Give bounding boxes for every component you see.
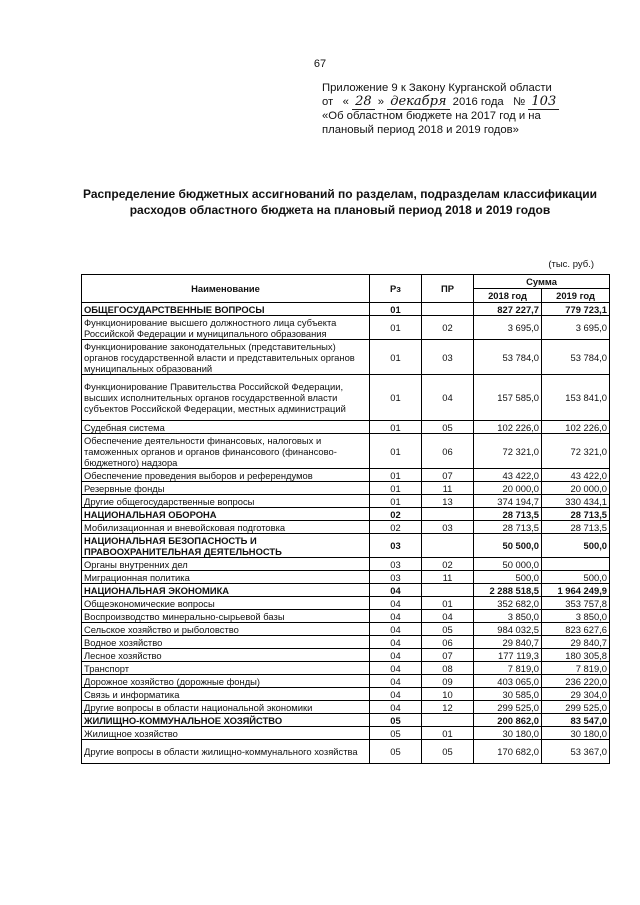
row-value-2018: 984 032,5 bbox=[474, 623, 542, 636]
section-row bbox=[82, 584, 610, 597]
row-rz: 04 bbox=[370, 662, 422, 675]
row-name: Воспроизводство минерально-сырьевой базы bbox=[82, 610, 370, 623]
table-row bbox=[82, 495, 610, 508]
row-rz: 04 bbox=[370, 649, 422, 662]
row-value-2018: 2 288 518,5 bbox=[474, 584, 542, 597]
row-value-2019: 29 840,7 bbox=[542, 636, 610, 649]
header-2019: 2019 год bbox=[542, 289, 610, 303]
row-name: Связь и информатика bbox=[82, 688, 370, 701]
page-number: 67 bbox=[313, 58, 327, 70]
row-value-2018: 72 321,0 bbox=[474, 434, 542, 469]
appendix-line4: плановый период 2018 и 2019 годов» bbox=[322, 124, 519, 136]
row-pr: 08 bbox=[422, 662, 474, 675]
row-value-2019: 1 964 249,9 bbox=[542, 584, 610, 597]
table-row bbox=[82, 469, 610, 482]
row-pr: 01 bbox=[422, 727, 474, 740]
row-value-2018: 177 119,3 bbox=[474, 649, 542, 662]
row-value-2019 bbox=[542, 558, 610, 571]
row-value-2019: 180 305,8 bbox=[542, 649, 610, 662]
row-value-2019: 299 525,0 bbox=[542, 701, 610, 714]
row-value-2019: 102 226,0 bbox=[542, 421, 610, 434]
row-name: Органы внутренних дел bbox=[82, 558, 370, 571]
appendix-header bbox=[322, 81, 622, 137]
table-row bbox=[82, 521, 610, 534]
row-pr: 01 bbox=[422, 597, 474, 610]
row-value-2019: 53 784,0 bbox=[542, 340, 610, 375]
row-pr: 11 bbox=[422, 571, 474, 584]
row-value-2019: 72 321,0 bbox=[542, 434, 610, 469]
row-pr bbox=[422, 508, 474, 521]
table-row bbox=[82, 340, 610, 375]
row-pr bbox=[422, 714, 474, 727]
section-row bbox=[82, 534, 610, 558]
row-name: Дорожное хозяйство (дорожные фонды) bbox=[82, 675, 370, 688]
row-pr: 03 bbox=[422, 521, 474, 534]
row-value-2019: 3 695,0 bbox=[542, 316, 610, 340]
row-value-2019: 3 850,0 bbox=[542, 610, 610, 623]
table-row bbox=[82, 375, 610, 421]
row-rz: 04 bbox=[370, 636, 422, 649]
row-name: НАЦИОНАЛЬНАЯ ОБОРОНА bbox=[82, 508, 370, 521]
header-pr: ПР bbox=[422, 275, 474, 303]
row-name: Сельское хозяйство и рыболовство bbox=[82, 623, 370, 636]
row-value-2019: 500,0 bbox=[542, 571, 610, 584]
row-value-2018: 102 226,0 bbox=[474, 421, 542, 434]
row-pr bbox=[422, 534, 474, 558]
row-name: Водное хозяйство bbox=[82, 636, 370, 649]
table-row bbox=[82, 482, 610, 495]
table-row bbox=[82, 701, 610, 714]
row-value-2019: 7 819,0 bbox=[542, 662, 610, 675]
row-value-2018: 200 862,0 bbox=[474, 714, 542, 727]
row-value-2019: 29 304,0 bbox=[542, 688, 610, 701]
appendix-line1: Приложение 9 к Закону Курганской области bbox=[322, 82, 552, 94]
from-label: от bbox=[322, 96, 334, 108]
table-body bbox=[82, 303, 610, 764]
row-rz: 03 bbox=[370, 534, 422, 558]
table-row bbox=[82, 571, 610, 584]
table-row bbox=[82, 740, 610, 764]
row-rz: 04 bbox=[370, 701, 422, 714]
row-value-2019: 353 757,8 bbox=[542, 597, 610, 610]
quote-open: « bbox=[342, 96, 349, 108]
row-name: Общеэкономические вопросы bbox=[82, 597, 370, 610]
row-rz: 05 bbox=[370, 714, 422, 727]
year-text: 2016 года bbox=[452, 96, 504, 108]
row-name: ОБЩЕГОСУДАРСТВЕННЫЕ ВОПРОСЫ bbox=[82, 303, 370, 316]
row-pr: 05 bbox=[422, 623, 474, 636]
row-value-2018: 29 840,7 bbox=[474, 636, 542, 649]
row-value-2018: 157 585,0 bbox=[474, 375, 542, 421]
row-name: ЖИЛИЩНО-КОММУНАЛЬНОЕ ХОЗЯЙСТВО bbox=[82, 714, 370, 727]
row-name: Обеспечение проведения выборов и референдумов bbox=[82, 469, 370, 482]
table-row bbox=[82, 636, 610, 649]
row-rz: 01 bbox=[370, 375, 422, 421]
row-name: Другие вопросы в области жилищно-коммунального хозяйства bbox=[82, 740, 370, 764]
row-name: Функционирование законодательных (представительных) органов государственной власти и представительных органов муниципальных образований bbox=[82, 340, 370, 375]
row-rz: 01 bbox=[370, 495, 422, 508]
row-rz: 01 bbox=[370, 316, 422, 340]
row-pr bbox=[422, 303, 474, 316]
row-pr: 05 bbox=[422, 740, 474, 764]
header-name: Наименование bbox=[82, 275, 370, 303]
row-pr: 11 bbox=[422, 482, 474, 495]
table-row bbox=[82, 649, 610, 662]
row-value-2019: 28 713,5 bbox=[542, 508, 610, 521]
handwritten-month: декабря bbox=[387, 94, 449, 110]
row-value-2018: 28 713,5 bbox=[474, 521, 542, 534]
row-value-2018: 20 000,0 bbox=[474, 482, 542, 495]
appendix-date-line bbox=[322, 95, 622, 109]
row-value-2019: 43 422,0 bbox=[542, 469, 610, 482]
row-name: Другие вопросы в области национальной экономики bbox=[82, 701, 370, 714]
row-value-2018: 30 180,0 bbox=[474, 727, 542, 740]
row-name: НАЦИОНАЛЬНАЯ ЭКОНОМИКА bbox=[82, 584, 370, 597]
table-row bbox=[82, 316, 610, 340]
row-value-2018: 374 194,7 bbox=[474, 495, 542, 508]
row-value-2018: 28 713,5 bbox=[474, 508, 542, 521]
row-value-2019: 153 841,0 bbox=[542, 375, 610, 421]
table-row bbox=[82, 727, 610, 740]
row-value-2019: 236 220,0 bbox=[542, 675, 610, 688]
header-rz: Рз bbox=[370, 275, 422, 303]
row-pr: 07 bbox=[422, 469, 474, 482]
table-row bbox=[82, 662, 610, 675]
row-rz: 04 bbox=[370, 623, 422, 636]
number-label: № bbox=[513, 96, 526, 108]
row-value-2018: 352 682,0 bbox=[474, 597, 542, 610]
row-name: НАЦИОНАЛЬНАЯ БЕЗОПАСНОСТЬ И ПРАВООХРАНИТЕЛЬНАЯ ДЕЯТЕЛЬНОСТЬ bbox=[82, 534, 370, 558]
row-value-2018: 3 850,0 bbox=[474, 610, 542, 623]
row-pr: 09 bbox=[422, 675, 474, 688]
row-rz: 02 bbox=[370, 521, 422, 534]
row-pr: 02 bbox=[422, 316, 474, 340]
row-rz: 03 bbox=[370, 571, 422, 584]
quote-close: » bbox=[377, 96, 385, 108]
table-row bbox=[82, 610, 610, 623]
row-name: Лесное хозяйство bbox=[82, 649, 370, 662]
row-value-2019: 53 367,0 bbox=[542, 740, 610, 764]
row-value-2018: 7 819,0 bbox=[474, 662, 542, 675]
row-name: Функционирование высшего должностного лица субъекта Российской Федерации и муниципального образования bbox=[82, 316, 370, 340]
row-value-2018: 170 682,0 bbox=[474, 740, 542, 764]
row-value-2019: 330 434,1 bbox=[542, 495, 610, 508]
row-rz: 05 bbox=[370, 727, 422, 740]
row-name: Другие общегосударственные вопросы bbox=[82, 495, 370, 508]
row-value-2019: 823 627,6 bbox=[542, 623, 610, 636]
row-rz: 01 bbox=[370, 469, 422, 482]
row-name: Функционирование Правительства Российской Федерации, высших исполнительных органов государственной власти субъектов Российской Федерации, местных администраций bbox=[82, 375, 370, 421]
handwritten-number: 103 bbox=[528, 94, 559, 110]
table-row bbox=[82, 675, 610, 688]
row-rz: 01 bbox=[370, 340, 422, 375]
row-name: Резервные фонды bbox=[82, 482, 370, 495]
row-rz: 04 bbox=[370, 675, 422, 688]
table-row bbox=[82, 688, 610, 701]
row-name: Жилищное хозяйство bbox=[82, 727, 370, 740]
section-row bbox=[82, 508, 610, 521]
row-pr: 05 bbox=[422, 421, 474, 434]
row-value-2018: 403 065,0 bbox=[474, 675, 542, 688]
row-pr: 06 bbox=[422, 636, 474, 649]
row-pr: 07 bbox=[422, 649, 474, 662]
row-pr bbox=[422, 584, 474, 597]
row-value-2018: 827 227,7 bbox=[474, 303, 542, 316]
row-value-2018: 43 422,0 bbox=[474, 469, 542, 482]
row-value-2018: 500,0 bbox=[474, 571, 542, 584]
row-rz: 04 bbox=[370, 610, 422, 623]
row-value-2018: 53 784,0 bbox=[474, 340, 542, 375]
row-value-2019: 83 547,0 bbox=[542, 714, 610, 727]
row-rz: 04 bbox=[370, 688, 422, 701]
row-rz: 01 bbox=[370, 421, 422, 434]
row-value-2019: 30 180,0 bbox=[542, 727, 610, 740]
row-name: Судебная система bbox=[82, 421, 370, 434]
row-name: Обеспечение деятельности финансовых, налоговых и таможенных органов и органов финансового (финансово-бюджетного) надзора bbox=[82, 434, 370, 469]
header-sum: Сумма bbox=[474, 275, 610, 289]
row-name: Транспорт bbox=[82, 662, 370, 675]
table-row bbox=[82, 623, 610, 636]
section-row bbox=[82, 303, 610, 316]
row-rz: 03 bbox=[370, 558, 422, 571]
row-rz: 01 bbox=[370, 303, 422, 316]
row-pr: 13 bbox=[422, 495, 474, 508]
header-2018: 2018 год bbox=[474, 289, 542, 303]
row-rz: 01 bbox=[370, 434, 422, 469]
table-row bbox=[82, 421, 610, 434]
row-rz: 05 bbox=[370, 740, 422, 764]
table-row bbox=[82, 597, 610, 610]
row-pr: 06 bbox=[422, 434, 474, 469]
row-value-2019: 500,0 bbox=[542, 534, 610, 558]
table-header bbox=[82, 275, 610, 303]
handwritten-day: 28 bbox=[352, 94, 375, 110]
table-row bbox=[82, 558, 610, 571]
row-rz: 01 bbox=[370, 482, 422, 495]
budget-table bbox=[81, 274, 610, 764]
row-rz: 04 bbox=[370, 597, 422, 610]
table-row bbox=[82, 434, 610, 469]
row-pr: 02 bbox=[422, 558, 474, 571]
row-value-2018: 50 500,0 bbox=[474, 534, 542, 558]
row-rz: 04 bbox=[370, 584, 422, 597]
row-pr: 04 bbox=[422, 375, 474, 421]
section-row bbox=[82, 714, 610, 727]
row-value-2018: 3 695,0 bbox=[474, 316, 542, 340]
row-value-2018: 30 585,0 bbox=[474, 688, 542, 701]
row-name: Миграционная политика bbox=[82, 571, 370, 584]
row-pr: 04 bbox=[422, 610, 474, 623]
row-pr: 03 bbox=[422, 340, 474, 375]
row-value-2018: 50 000,0 bbox=[474, 558, 542, 571]
row-pr: 10 bbox=[422, 688, 474, 701]
row-rz: 02 bbox=[370, 508, 422, 521]
row-value-2019: 28 713,5 bbox=[542, 521, 610, 534]
row-value-2019: 20 000,0 bbox=[542, 482, 610, 495]
units-label: (тыс. руб.) bbox=[548, 259, 594, 270]
row-pr: 12 bbox=[422, 701, 474, 714]
row-name: Мобилизационная и вневойсковая подготовка bbox=[82, 521, 370, 534]
row-value-2019: 779 723,1 bbox=[542, 303, 610, 316]
document-title: Распределение бюджетных ассигнований по разделам, подразделам классификации расходов областного бюджета на плановый период 2018 и 2019 годов bbox=[82, 187, 598, 217]
appendix-line3: «Об областном бюджете на 2017 год и на bbox=[322, 110, 541, 122]
row-value-2018: 299 525,0 bbox=[474, 701, 542, 714]
